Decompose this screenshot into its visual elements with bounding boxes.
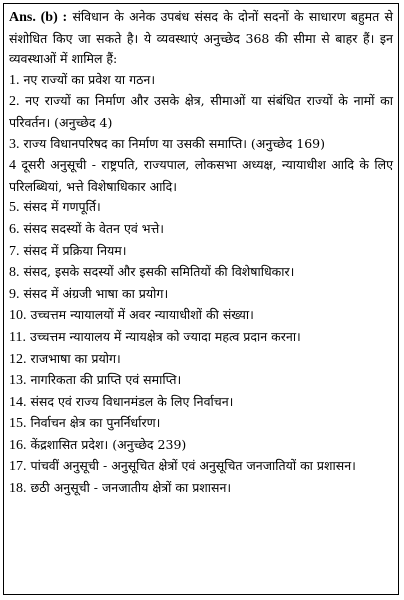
item-number: 17. <box>9 459 27 475</box>
list-item <box>9 70 393 92</box>
list-item <box>9 241 393 263</box>
item-number: 1. <box>9 72 20 88</box>
provisions-list <box>9 70 393 500</box>
answer-intro-text: संविधान के अनेक उपबंध संसद के दोनों सदनों के साधारण बहुमत से संशोधित किए जा सकते है। ये व्यवस्थाएं अनुच्छेद 368 की सीमा से बाहर हैं। इन व्यवस्थाओं में शामिल हैं: <box>9 9 393 67</box>
item-text: नए राज्यों का निर्माण और उसके क्षेत्र, सीमाओं या संबंधित राज्यों के नामों का परिवर्तन। (अनुच्छेद 4) <box>9 93 393 130</box>
item-number: 16. <box>9 437 27 453</box>
list-item <box>9 91 393 133</box>
item-number: 15. <box>9 416 27 432</box>
item-number: 5. <box>9 200 20 216</box>
list-item <box>9 134 393 156</box>
list-item <box>9 392 393 414</box>
list-item <box>9 349 393 371</box>
list-item <box>9 284 393 306</box>
item-text: दूसरी अनुसूची - राष्ट्रपति, राज्यपाल, लोकसभा अध्यक्ष, न्यायाधीश आदि के लिए परिलब्धियां, भत्ते विशेषाधिकार आदि। <box>9 157 393 194</box>
list-item <box>9 435 393 457</box>
item-text: नए राज्यों का प्रवेश या गठन। <box>23 71 156 87</box>
item-number: 11. <box>9 329 26 345</box>
item-text: संसद में अंग्रजी भाषा का प्रयोग। <box>23 285 169 301</box>
answer-box <box>3 3 399 595</box>
list-item <box>9 413 393 435</box>
item-number: 14. <box>9 394 27 410</box>
item-number: 3. <box>9 136 20 152</box>
item-number: 12. <box>9 351 27 367</box>
item-number: 7. <box>9 243 20 259</box>
item-text: संसद में प्रक्रिया नियम। <box>23 242 127 258</box>
list-item <box>9 478 393 500</box>
item-number: 13. <box>9 373 27 389</box>
list-item <box>9 155 393 197</box>
item-text: नागरिकता की प्राप्ति एवं समाप्ति। <box>30 372 182 388</box>
list-item <box>9 370 393 392</box>
item-number: 2. <box>9 94 20 110</box>
item-text: छठी अनुसूची - जनजातीय क्षेत्रों का प्रशासन। <box>30 480 232 496</box>
item-text: संसद एवं राज्य विधानमंडल के लिए निर्वाचन। <box>30 393 234 409</box>
answer-intro <box>9 7 393 70</box>
item-text: पांचवीं अनुसूची - अनुसूचित क्षेत्रों एवं अनुसूचित जनजातियों का प्रशासन। <box>30 458 356 474</box>
item-text: केंद्रशासित प्रदेश। (अनुच्छेद 239) <box>30 436 187 452</box>
item-text: संसद, इसके सदस्यों और इसकी समितियों की विशेषाधिकार। <box>23 264 295 280</box>
item-text: उच्चत्तम न्यायालयों में अवर न्यायाधीशों की संख्या। <box>30 307 254 323</box>
list-item <box>9 262 393 284</box>
item-text: निर्वाचन क्षेत्र का पुनर्निर्धारण। <box>30 415 161 431</box>
list-item <box>9 197 393 219</box>
list-item <box>9 305 393 327</box>
item-text: उच्चत्तम न्यायालय में न्यायक्षेत्र को ज्यादा महत्व प्रदान करना। <box>29 328 301 344</box>
item-text: राजभाषा का प्रयोग। <box>30 350 121 366</box>
item-number: 8. <box>9 265 20 281</box>
list-item <box>9 327 393 349</box>
item-text: राज्य विधानपरिषद का निर्माण या उसकी समाप्ति। (अनुच्छेद 169) <box>23 135 325 151</box>
list-item <box>9 219 393 241</box>
answer-label: Ans. (b) : <box>9 10 68 25</box>
list-item <box>9 456 393 478</box>
item-number: 4 <box>9 158 16 174</box>
item-number: 9. <box>9 286 20 302</box>
item-number: 18. <box>9 481 27 497</box>
item-number: 6. <box>9 221 20 237</box>
item-number: 10. <box>9 308 27 324</box>
item-text: संसद में गणपूर्ति। <box>23 199 101 215</box>
item-text: संसद सदस्यों के वेतन एवं भत्ते। <box>23 220 164 236</box>
